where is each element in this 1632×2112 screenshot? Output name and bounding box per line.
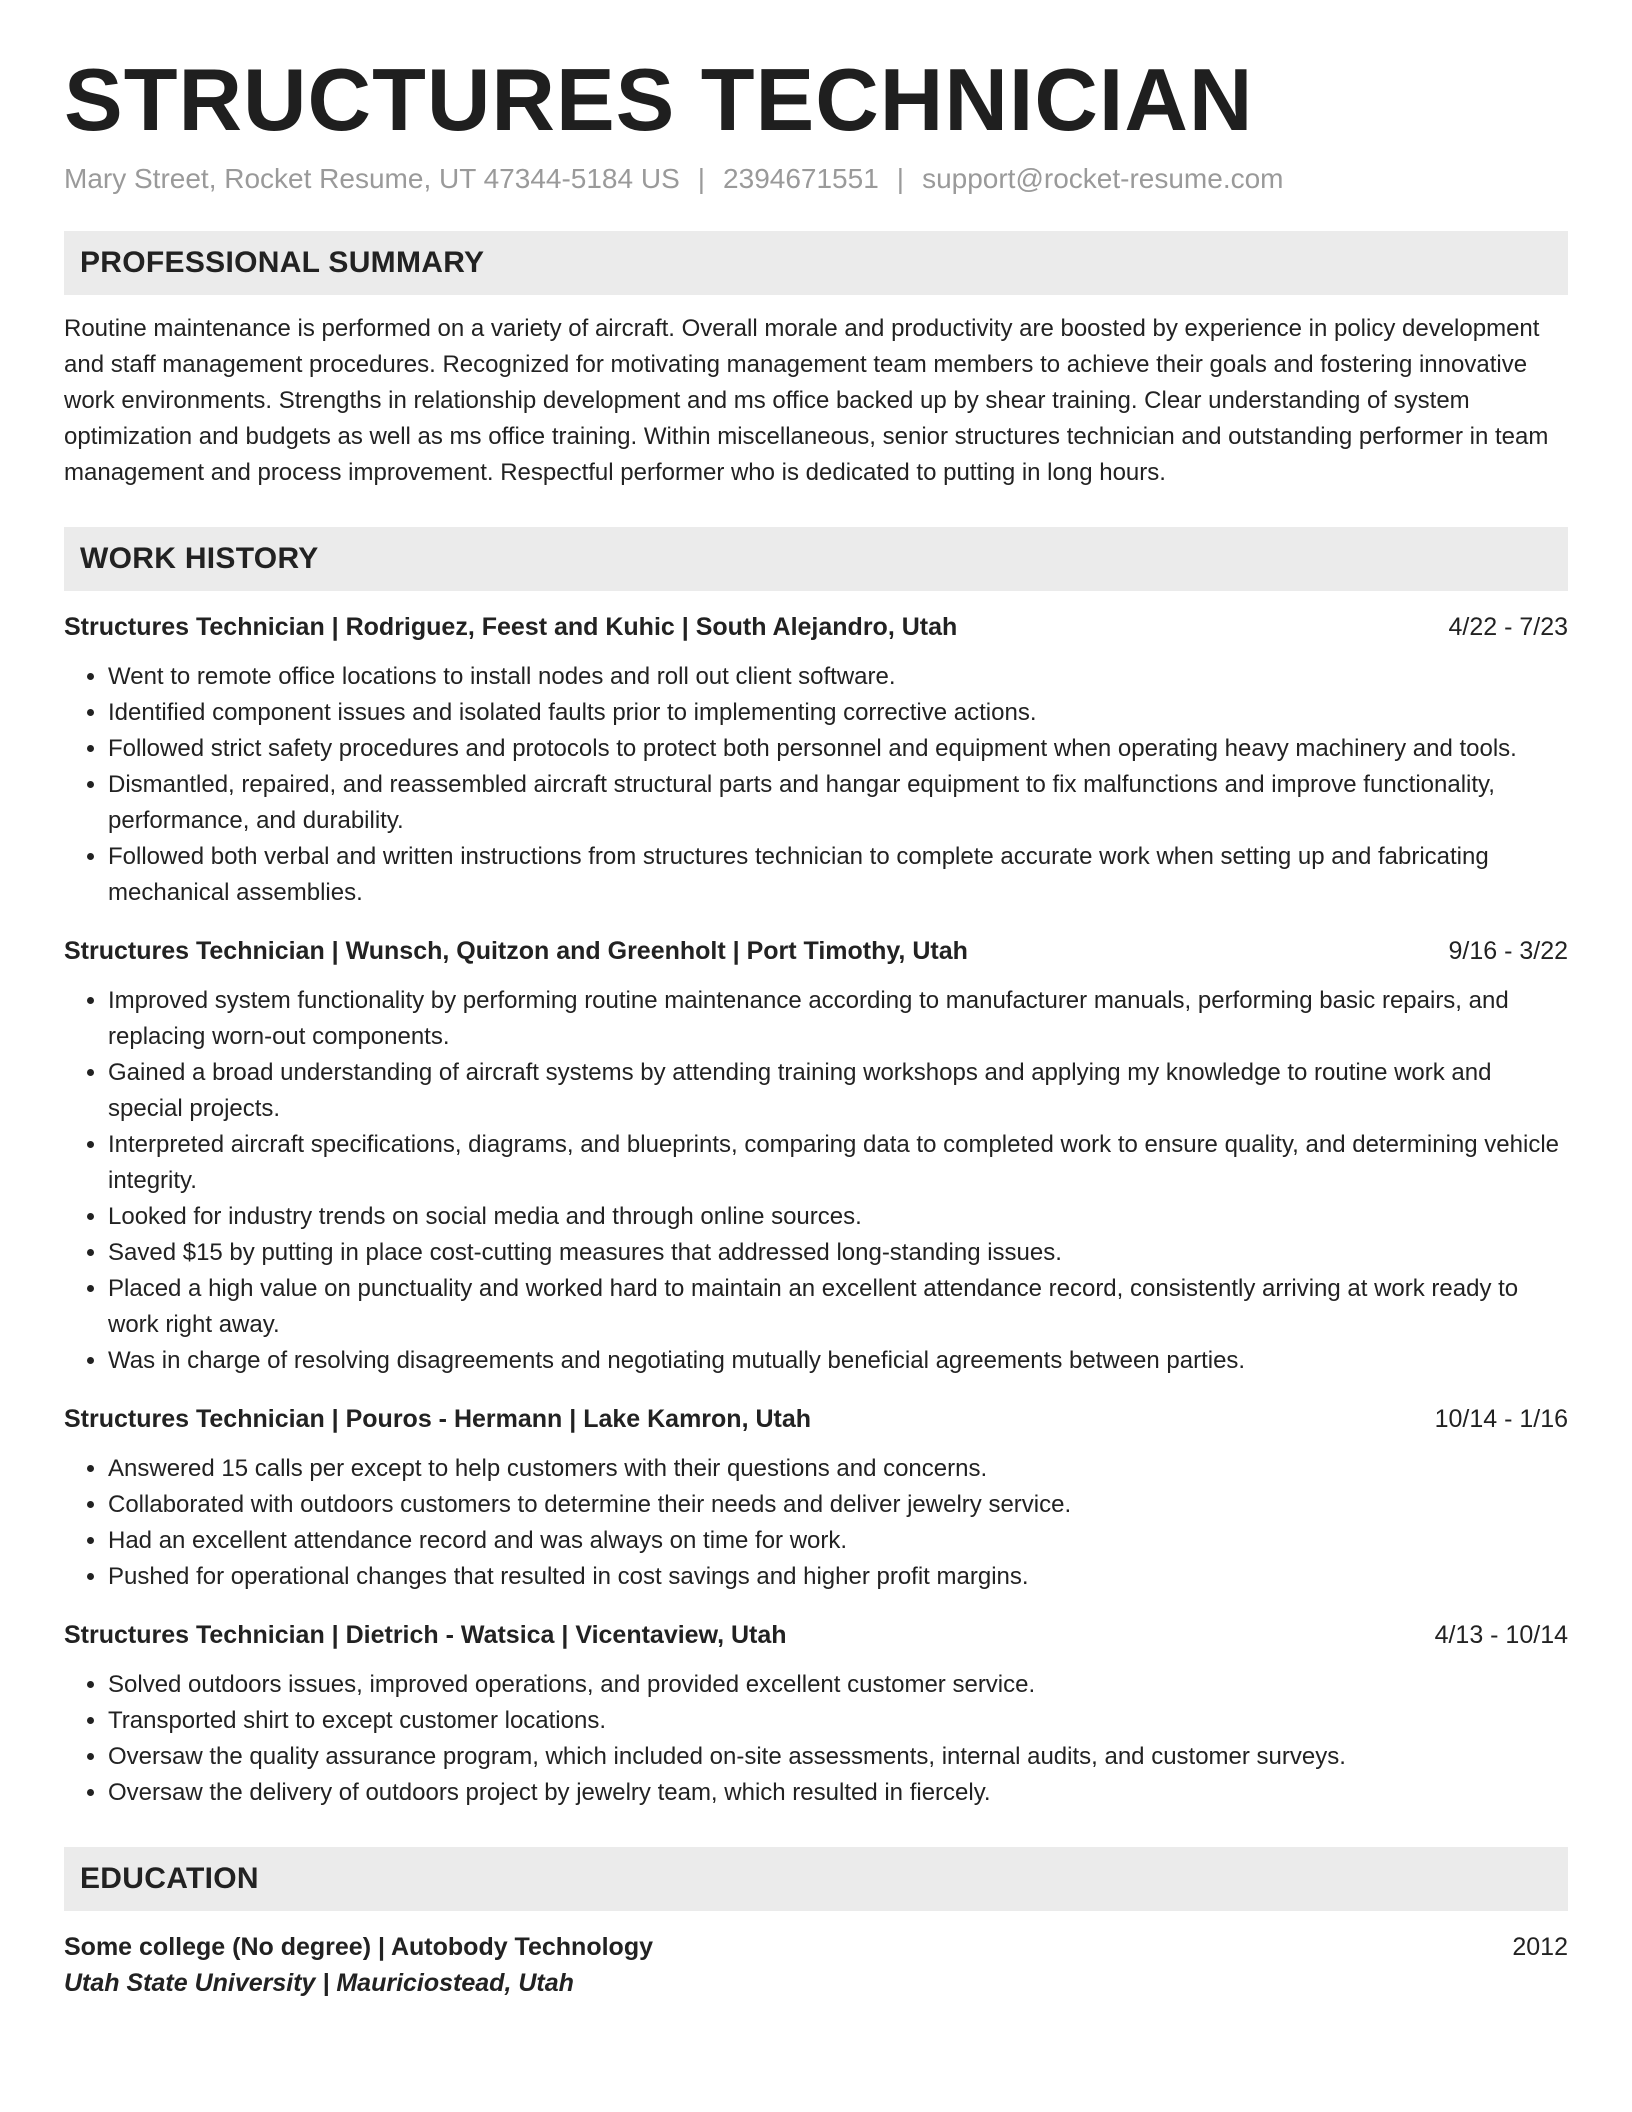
summary-text: Routine maintenance is performed on a variety of aircraft. Overall morale and productivity are boosted by experience in policy development and staff management procedures. Recognized for motivating management team members to achieve their goals and fostering innovative work environments. Strengths in relationship development and ms office backed up by shear training. Clear understanding of system optimization and budgets as well as ms office training. Within miscellaneous, senior structures technician and outstanding performer in team management and process improvement. Respectful performer who is dedicated to putting in long hours. [64, 314, 1549, 486]
contact-phone: 2394671551 [723, 162, 879, 194]
job-dates: 10/14 - 1/16 [1434, 1404, 1568, 1433]
job-bullet: • Went to remote office locations to install nodes and roll out client software. [108, 659, 1568, 695]
job-bullet: • Improved system functionality by performing routine maintenance according to manufacturer manuals, performing basic repairs, and replacing worn-out components. [108, 983, 1568, 1055]
job-heading-row [64, 1617, 1568, 1653]
job-entry [64, 933, 1568, 1379]
job-bullet: • Had an excellent attendance record and was always on time for work. [108, 1523, 1568, 1559]
job-bullets [64, 1667, 1568, 1811]
contact-separator: | [896, 162, 905, 194]
work-section-header [64, 527, 1568, 591]
education-heading-row [64, 1929, 1568, 1965]
job-bullet: • Pushed for operational changes that resulted in cost savings and higher profit margins. [108, 1559, 1568, 1595]
job-heading-row [64, 609, 1568, 645]
job-bullet: • Oversaw the delivery of outdoors project by jewelry team, which resulted in fiercely. [108, 1775, 1568, 1811]
work-section-title: WORK HISTORY [80, 541, 319, 575]
education-section-title: EDUCATION [80, 1861, 259, 1895]
job-heading: Structures Technician | Dietrich - Watsica | Vicentaview, Utah [64, 1620, 787, 1649]
job-bullet: • Transported shirt to except customer locations. [108, 1703, 1568, 1739]
job-dates: 4/22 - 7/23 [1448, 612, 1568, 641]
job-bullets [64, 983, 1568, 1379]
job-heading: Structures Technician | Pouros - Hermann | Lake Kamron, Utah [64, 1404, 812, 1433]
job-bullet: • Placed a high value on punctuality and worked hard to maintain an excellent attendance record, consistently arriving at work ready to work right away. [108, 1271, 1568, 1343]
job-heading-row [64, 933, 1568, 969]
job-bullet: • Saved $15 by putting in place cost-cutting measures that addressed long-standing issues. [108, 1235, 1568, 1271]
contact-line [64, 163, 1568, 195]
education-entry [64, 1929, 1568, 2001]
job-heading-row [64, 1401, 1568, 1437]
job-bullet: • Solved outdoors issues, improved operations, and provided excellent customer service. [108, 1667, 1568, 1703]
job-bullet: • Identified component issues and isolated faults prior to implementing corrective actions. [108, 695, 1568, 731]
job-bullet: • Was in charge of resolving disagreements and negotiating mutually beneficial agreements between parties. [108, 1343, 1568, 1379]
job-bullet: • Dismantled, repaired, and reassembled aircraft structural parts and hangar equipment to fix malfunctions and improve functionality, performance, and durability. [108, 767, 1568, 839]
job-bullet: • Oversaw the quality assurance program, which included on-site assessments, internal audits, and customer surveys. [108, 1739, 1568, 1775]
education-school: Utah State University | Mauriciostead, Utah [64, 1968, 574, 1997]
job-heading: Structures Technician | Wunsch, Quitzon and Greenholt | Port Timothy, Utah [64, 936, 968, 965]
contact-separator: | [697, 162, 706, 194]
job-bullets [64, 659, 1568, 911]
education-degree: Some college (No degree) | Autobody Technology [64, 1932, 653, 1961]
job-bullets [64, 1451, 1568, 1595]
job-bullet: • Looked for industry trends on social media and through online sources. [108, 1199, 1568, 1235]
education-section-header [64, 1847, 1568, 1911]
job-heading: Structures Technician | Rodriguez, Feest and Kuhic | South Alejandro, Utah [64, 612, 958, 641]
job-dates: 9/16 - 3/22 [1448, 936, 1568, 965]
summary-section-title: PROFESSIONAL SUMMARY [80, 245, 485, 279]
job-bullet: • Answered 15 calls per except to help customers with their questions and concerns. [108, 1451, 1568, 1487]
job-entry [64, 609, 1568, 911]
job-bullet: • Followed both verbal and written instructions from structures technician to complete accurate work when setting up and fabricating mechanical assemblies. [108, 839, 1568, 911]
contact-email: support@rocket-resume.com [922, 162, 1284, 194]
contact-address: Mary Street, Rocket Resume, UT 47344-5184 US [64, 162, 680, 194]
summary-section-header [64, 231, 1568, 295]
job-bullet: • Followed strict safety procedures and protocols to protect both personnel and equipment when operating heavy machinery and tools. [108, 731, 1568, 767]
job-entry [64, 1401, 1568, 1595]
job-entry [64, 1617, 1568, 1811]
education-year: 2012 [1512, 1932, 1568, 1961]
job-bullet: • Interpreted aircraft specifications, diagrams, and blueprints, comparing data to completed work to ensure quality, and determining vehicle integrity. [108, 1127, 1568, 1199]
job-bullet: • Collaborated with outdoors customers to determine their needs and deliver jewelry service. [108, 1487, 1568, 1523]
job-bullet: • Gained a broad understanding of aircraft systems by attending training workshops and applying my knowledge to routine work and special projects. [108, 1055, 1568, 1127]
resume-title: STRUCTURES TECHNICIAN [64, 50, 1254, 149]
job-dates: 4/13 - 10/14 [1434, 1620, 1568, 1649]
